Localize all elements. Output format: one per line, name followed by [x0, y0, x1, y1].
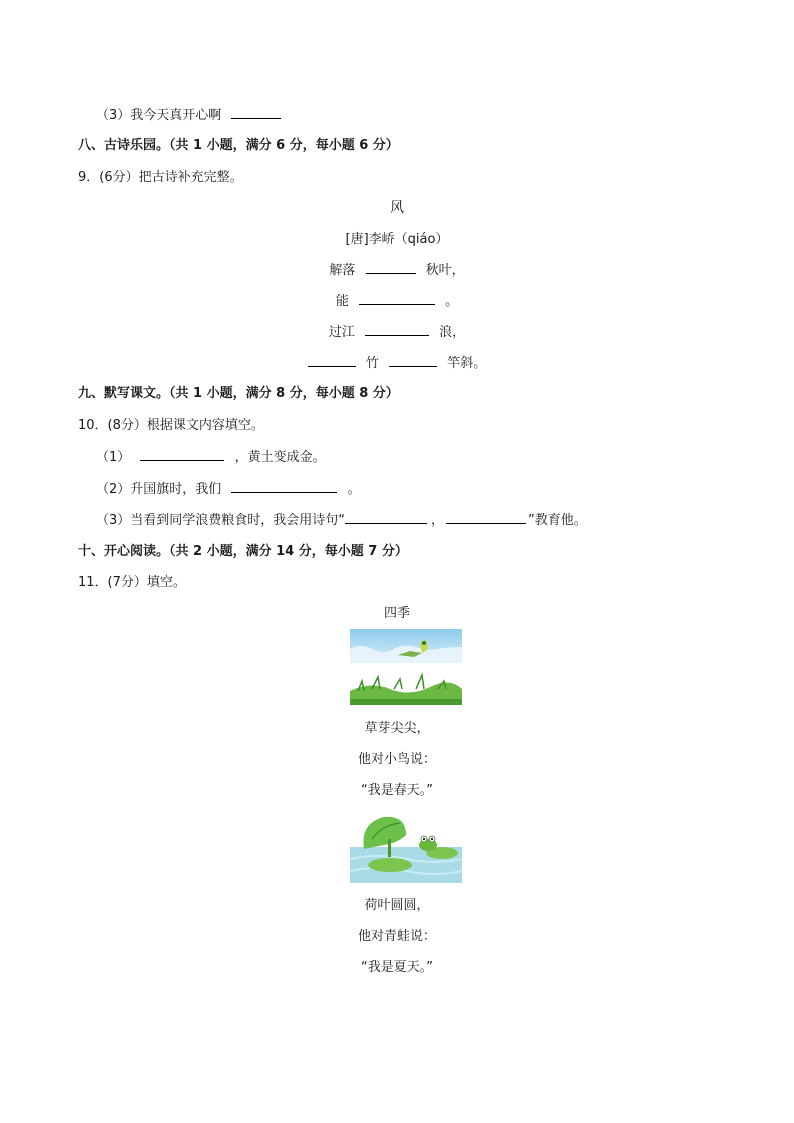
- q10-item-3: [96, 509, 587, 528]
- poem-line-3-end: 浪，: [439, 325, 466, 340]
- section-9-heading: 九、默写课文。（共 1 小题，满分 8 分，每小题 8 分）: [78, 386, 399, 401]
- reading-line-6: “我是夏天。”: [361, 960, 433, 975]
- reading-title: 四季: [383, 606, 410, 621]
- q10-item-2-suffix: 。: [347, 482, 361, 497]
- answer-blank[interactable]: [231, 104, 281, 119]
- poem-blank-3[interactable]: [365, 321, 429, 336]
- spring-scene-image: [350, 629, 462, 705]
- summer-scene-image: [350, 809, 462, 883]
- question-9: 9．(6分）把古诗补充完整。: [78, 170, 243, 185]
- poem-blank-1[interactable]: [366, 259, 416, 274]
- poem-line-4: [0, 352, 794, 371]
- poem-line-3: [0, 321, 794, 340]
- poem-line-1: [0, 259, 794, 278]
- q10-blank-3a[interactable]: [345, 509, 427, 524]
- poem-line-1-end: 秋叶，: [425, 263, 465, 278]
- section-10-heading: 十、开心阅读。（共 2 小题，满分 14 分，每小题 7 分）: [78, 544, 408, 559]
- q10-blank-3b[interactable]: [446, 509, 526, 524]
- poem-blank-5[interactable]: [389, 352, 437, 367]
- poem-line-4-mid: 竹: [365, 356, 379, 371]
- poem-line-2-start: 能: [335, 294, 349, 309]
- reading-line-5: 他对青蛙说：: [357, 929, 436, 944]
- q10-item-1-prefix: （1）: [96, 450, 131, 465]
- poem-author: [唐]李峤（qiáo）: [345, 232, 449, 247]
- poem-line-1-start: 解落: [329, 263, 356, 278]
- q10-item-3-prefix: （3）当看到同学浪费粮食时，我会用诗句“: [96, 513, 346, 528]
- q10-item-2: [96, 478, 361, 497]
- spring-illustration: [350, 629, 462, 705]
- prev-question-line: [96, 104, 281, 123]
- reading-line-3: “我是春天。”: [361, 783, 433, 798]
- q10-item-2-prefix: （2）升国旗时，我们: [96, 482, 222, 497]
- q10-blank-2[interactable]: [231, 478, 337, 493]
- poem-line-3-start: 过江: [328, 325, 355, 340]
- prev-question-text: （3）我今天真开心啊: [96, 108, 222, 123]
- poem-blank-2[interactable]: [359, 290, 435, 305]
- q10-item-1: [96, 446, 326, 465]
- question-11: 11．(7分）填空。: [78, 575, 186, 590]
- poem-blank-4[interactable]: [308, 352, 356, 367]
- question-10: 10．(8分）根据课文内容填空。: [78, 418, 264, 433]
- summer-illustration: [350, 809, 462, 883]
- poem-title: 风: [390, 200, 404, 216]
- section-8-heading: 八、古诗乐园。（共 1 小题，满分 6 分，每小题 6 分）: [78, 138, 399, 153]
- q10-item-3-sep: ，: [431, 513, 445, 528]
- q10-item-1-suffix: ，黄土变成金。: [234, 450, 326, 465]
- reading-line-4: 荷叶圆圆，: [364, 898, 430, 913]
- poem-line-2: [0, 290, 794, 309]
- q10-item-3-suffix: ”教育他。: [528, 513, 587, 528]
- poem-line-4-end: 竿斜。: [447, 356, 487, 371]
- reading-line-2: 他对小鸟说：: [357, 752, 436, 767]
- reading-line-1: 草芽尖尖，: [364, 721, 430, 736]
- poem-line-2-end: 。: [445, 294, 459, 309]
- q10-blank-1[interactable]: [140, 446, 224, 461]
